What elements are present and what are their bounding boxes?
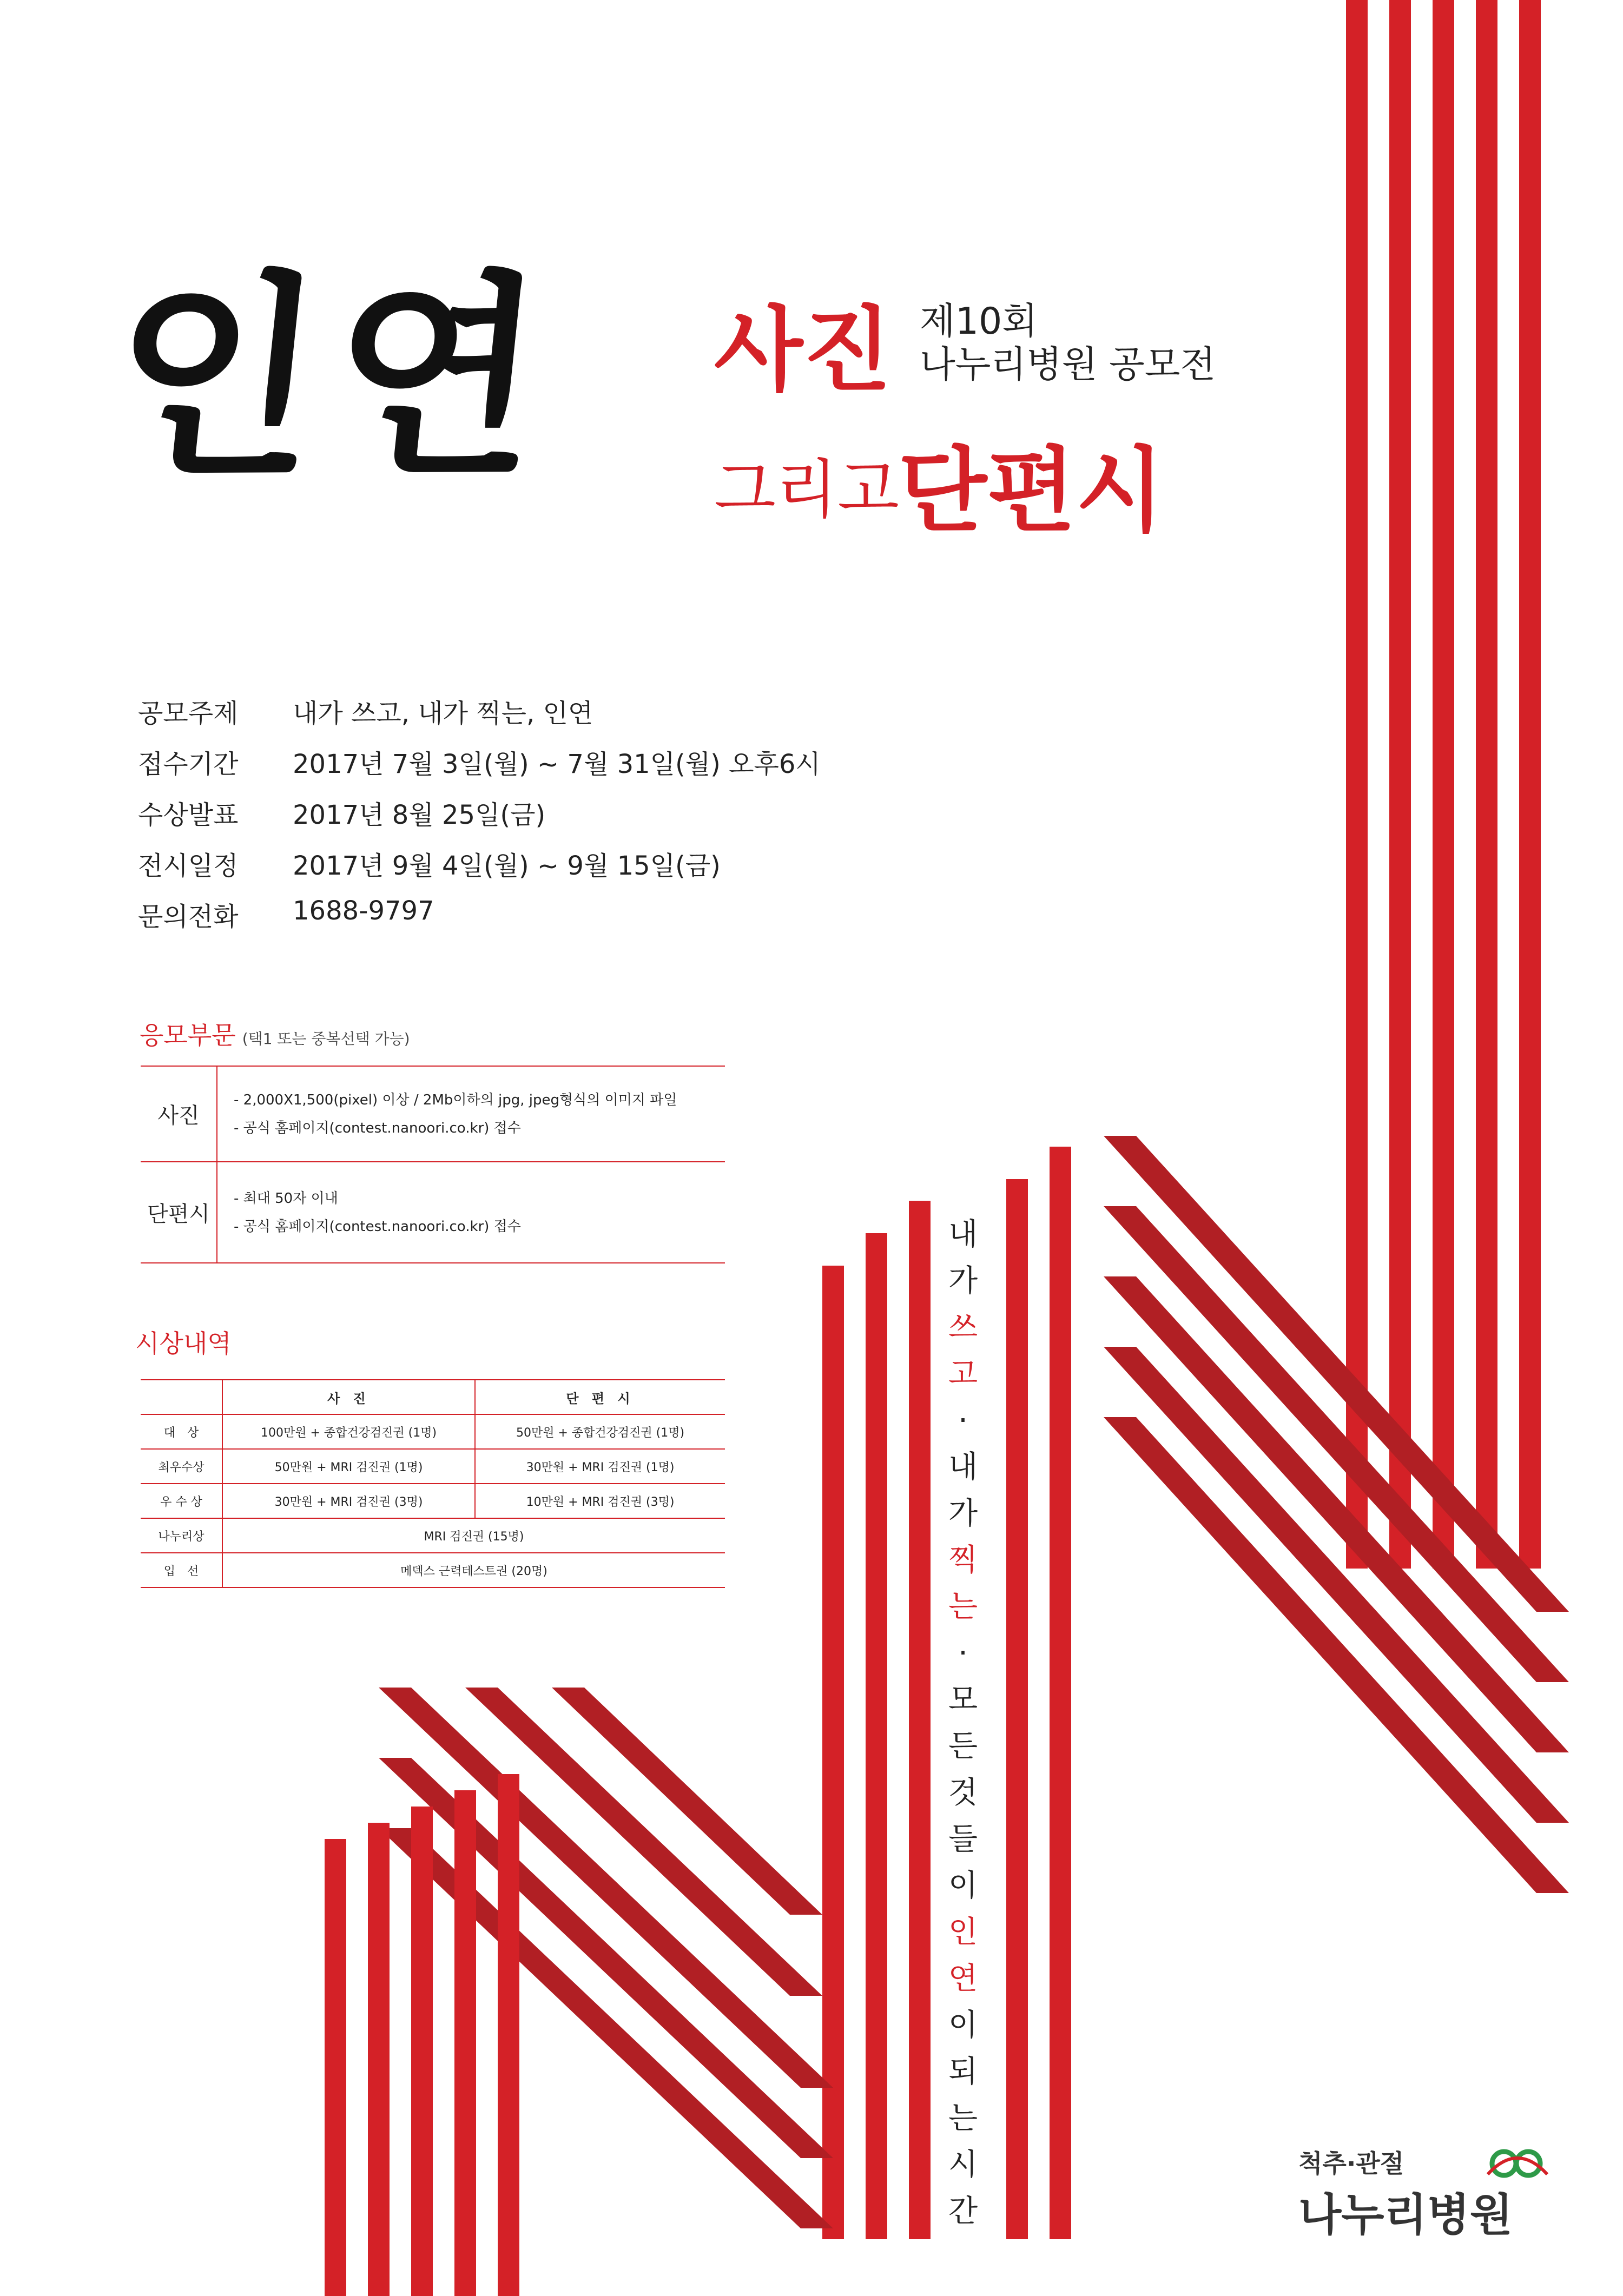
slogan-character: 간 bbox=[948, 2194, 978, 2229]
table-row bbox=[141, 1449, 725, 1484]
slogan-character: · bbox=[958, 1403, 968, 1438]
slogan-character: 이 bbox=[948, 1868, 978, 1903]
prize-rank: 대 상 bbox=[141, 1414, 222, 1449]
slogan-character: 들 bbox=[948, 1822, 978, 1857]
category-description bbox=[217, 1162, 725, 1263]
slogan-character: 연 bbox=[948, 1961, 978, 1996]
info-label: 접수기간 bbox=[138, 749, 239, 779]
categories-title: 응모부문 bbox=[140, 1021, 236, 1050]
column-header: 단 편 시 bbox=[475, 1380, 725, 1414]
info-value: 내가 쓰고, 내가 찍는, 인연 bbox=[293, 698, 593, 729]
brush-title: 인연 bbox=[98, 251, 565, 505]
description-line: - 2,000X1,500(pixel) 이상 / 2Mb이하의 jpg, jpeg형식의 이미지 파일 bbox=[234, 1091, 677, 1108]
ribbon-middle-diagonal-stripes bbox=[1104, 1136, 1569, 1893]
table-header-row bbox=[141, 1380, 725, 1414]
prize-poem: 50만원 + 종합건강검진권 (1명) bbox=[475, 1414, 725, 1449]
slogan-character: 든 bbox=[948, 1729, 978, 1764]
info-value: 1688-9797 bbox=[293, 896, 434, 926]
table-row bbox=[141, 1066, 725, 1162]
categories-heading bbox=[140, 1016, 410, 1051]
info-value: 2017년 7월 3일(월) ~ 7월 31일(월) 오후6시 bbox=[293, 749, 821, 779]
category-name: 사진 bbox=[141, 1066, 217, 1162]
info-label: 전시일정 bbox=[138, 851, 239, 881]
info-value: 2017년 8월 25일(금) bbox=[293, 800, 546, 830]
title-and: 그리고 bbox=[714, 452, 899, 527]
table-row bbox=[141, 1484, 725, 1518]
table-row bbox=[141, 1162, 725, 1263]
prize-rank: 입 선 bbox=[141, 1553, 222, 1587]
prize-photo: 100만원 + 종합건강검진권 (1명) bbox=[222, 1414, 475, 1449]
title-photo: 사진 bbox=[714, 297, 892, 404]
prize-poem: 10만원 + MRI 검진권 (3명) bbox=[475, 1484, 725, 1518]
slogan-character: 쓰 bbox=[948, 1310, 978, 1345]
slogan-character: 가 bbox=[948, 1263, 978, 1299]
info-row bbox=[138, 743, 821, 794]
slogan-character: 고 bbox=[948, 1357, 978, 1392]
contest-info-list bbox=[138, 692, 821, 947]
slogan-character: 되 bbox=[948, 2054, 978, 2089]
prize-photo: 30만원 + MRI 검진권 (3명) bbox=[222, 1484, 475, 1518]
slogan-character: 것 bbox=[948, 1775, 978, 1810]
category-description bbox=[217, 1066, 725, 1162]
slogan-character: 는 bbox=[948, 1589, 978, 1624]
table-row bbox=[141, 1553, 725, 1587]
table-row bbox=[141, 1414, 725, 1449]
prize-photo: 50만원 + MRI 검진권 (1명) bbox=[222, 1449, 475, 1484]
hospital-logo bbox=[1298, 2142, 1550, 2243]
prize-rank: 최우수상 bbox=[141, 1449, 222, 1484]
title-contest-name: 나누리병원 공모전 bbox=[920, 343, 1216, 386]
info-label: 문의전화 bbox=[138, 902, 239, 932]
prize-rank: 나누리상 bbox=[141, 1518, 222, 1553]
slogan-character: 내 bbox=[948, 1217, 978, 1252]
prize-merged: 메덱스 근력테스트권 (20명) bbox=[222, 1553, 725, 1587]
slogan-character: 는 bbox=[948, 2101, 978, 2136]
info-label: 수상발표 bbox=[138, 800, 239, 830]
info-label: 공모주제 bbox=[138, 698, 239, 729]
prizes-table bbox=[141, 1379, 725, 1588]
column-header: 사 진 bbox=[222, 1380, 475, 1414]
ribbon-lower-diagonal-stripes bbox=[379, 1688, 833, 2228]
info-row bbox=[138, 692, 821, 743]
info-row bbox=[138, 794, 821, 845]
description-line: - 공식 홈페이지(contest.nanoori.co.kr) 접수 bbox=[234, 1218, 521, 1235]
category-name: 단편시 bbox=[141, 1162, 217, 1263]
info-row bbox=[138, 845, 821, 896]
prize-rank: 우 수 상 bbox=[141, 1484, 222, 1518]
column-header bbox=[141, 1380, 222, 1414]
slogan-character: 내 bbox=[948, 1450, 978, 1485]
table-row bbox=[141, 1518, 725, 1553]
slogan-character: 모 bbox=[948, 1682, 978, 1717]
slogan-character: 이 bbox=[948, 2008, 978, 2043]
categories-table bbox=[141, 1066, 725, 1263]
slogan-character: 시 bbox=[948, 2147, 978, 2182]
logo-circles-icon bbox=[1485, 2142, 1550, 2180]
description-line: - 최대 50자 이내 bbox=[234, 1190, 338, 1207]
description-line: - 공식 홈페이지(contest.nanoori.co.kr) 접수 bbox=[234, 1120, 521, 1136]
ribbon-top-right-stripes bbox=[1346, 0, 1541, 1569]
logo-subtitle: 척추·관절 bbox=[1298, 2149, 1404, 2178]
slogan-character: · bbox=[958, 1636, 968, 1671]
title-short-poem: 단편시 bbox=[898, 438, 1165, 545]
prizes-title: 시상내역 bbox=[135, 1329, 232, 1358]
logo-name: 나누리병원 bbox=[1298, 2189, 1513, 2241]
prize-poem: 30만원 + MRI 검진권 (1명) bbox=[475, 1449, 725, 1484]
categories-note: (택1 또는 중복선택 가능) bbox=[242, 1030, 410, 1048]
info-value: 2017년 9월 4일(월) ~ 9월 15일(금) bbox=[293, 851, 721, 881]
prize-merged: MRI 검진권 (15명) bbox=[222, 1518, 725, 1553]
vertical-slogan bbox=[931, 1212, 995, 2235]
title-edition: 제10회 bbox=[920, 300, 1038, 343]
slogan-character: 가 bbox=[948, 1496, 978, 1531]
info-row bbox=[138, 896, 821, 947]
slogan-character: 인 bbox=[948, 1915, 978, 1950]
slogan-character: 찍 bbox=[948, 1543, 978, 1578]
